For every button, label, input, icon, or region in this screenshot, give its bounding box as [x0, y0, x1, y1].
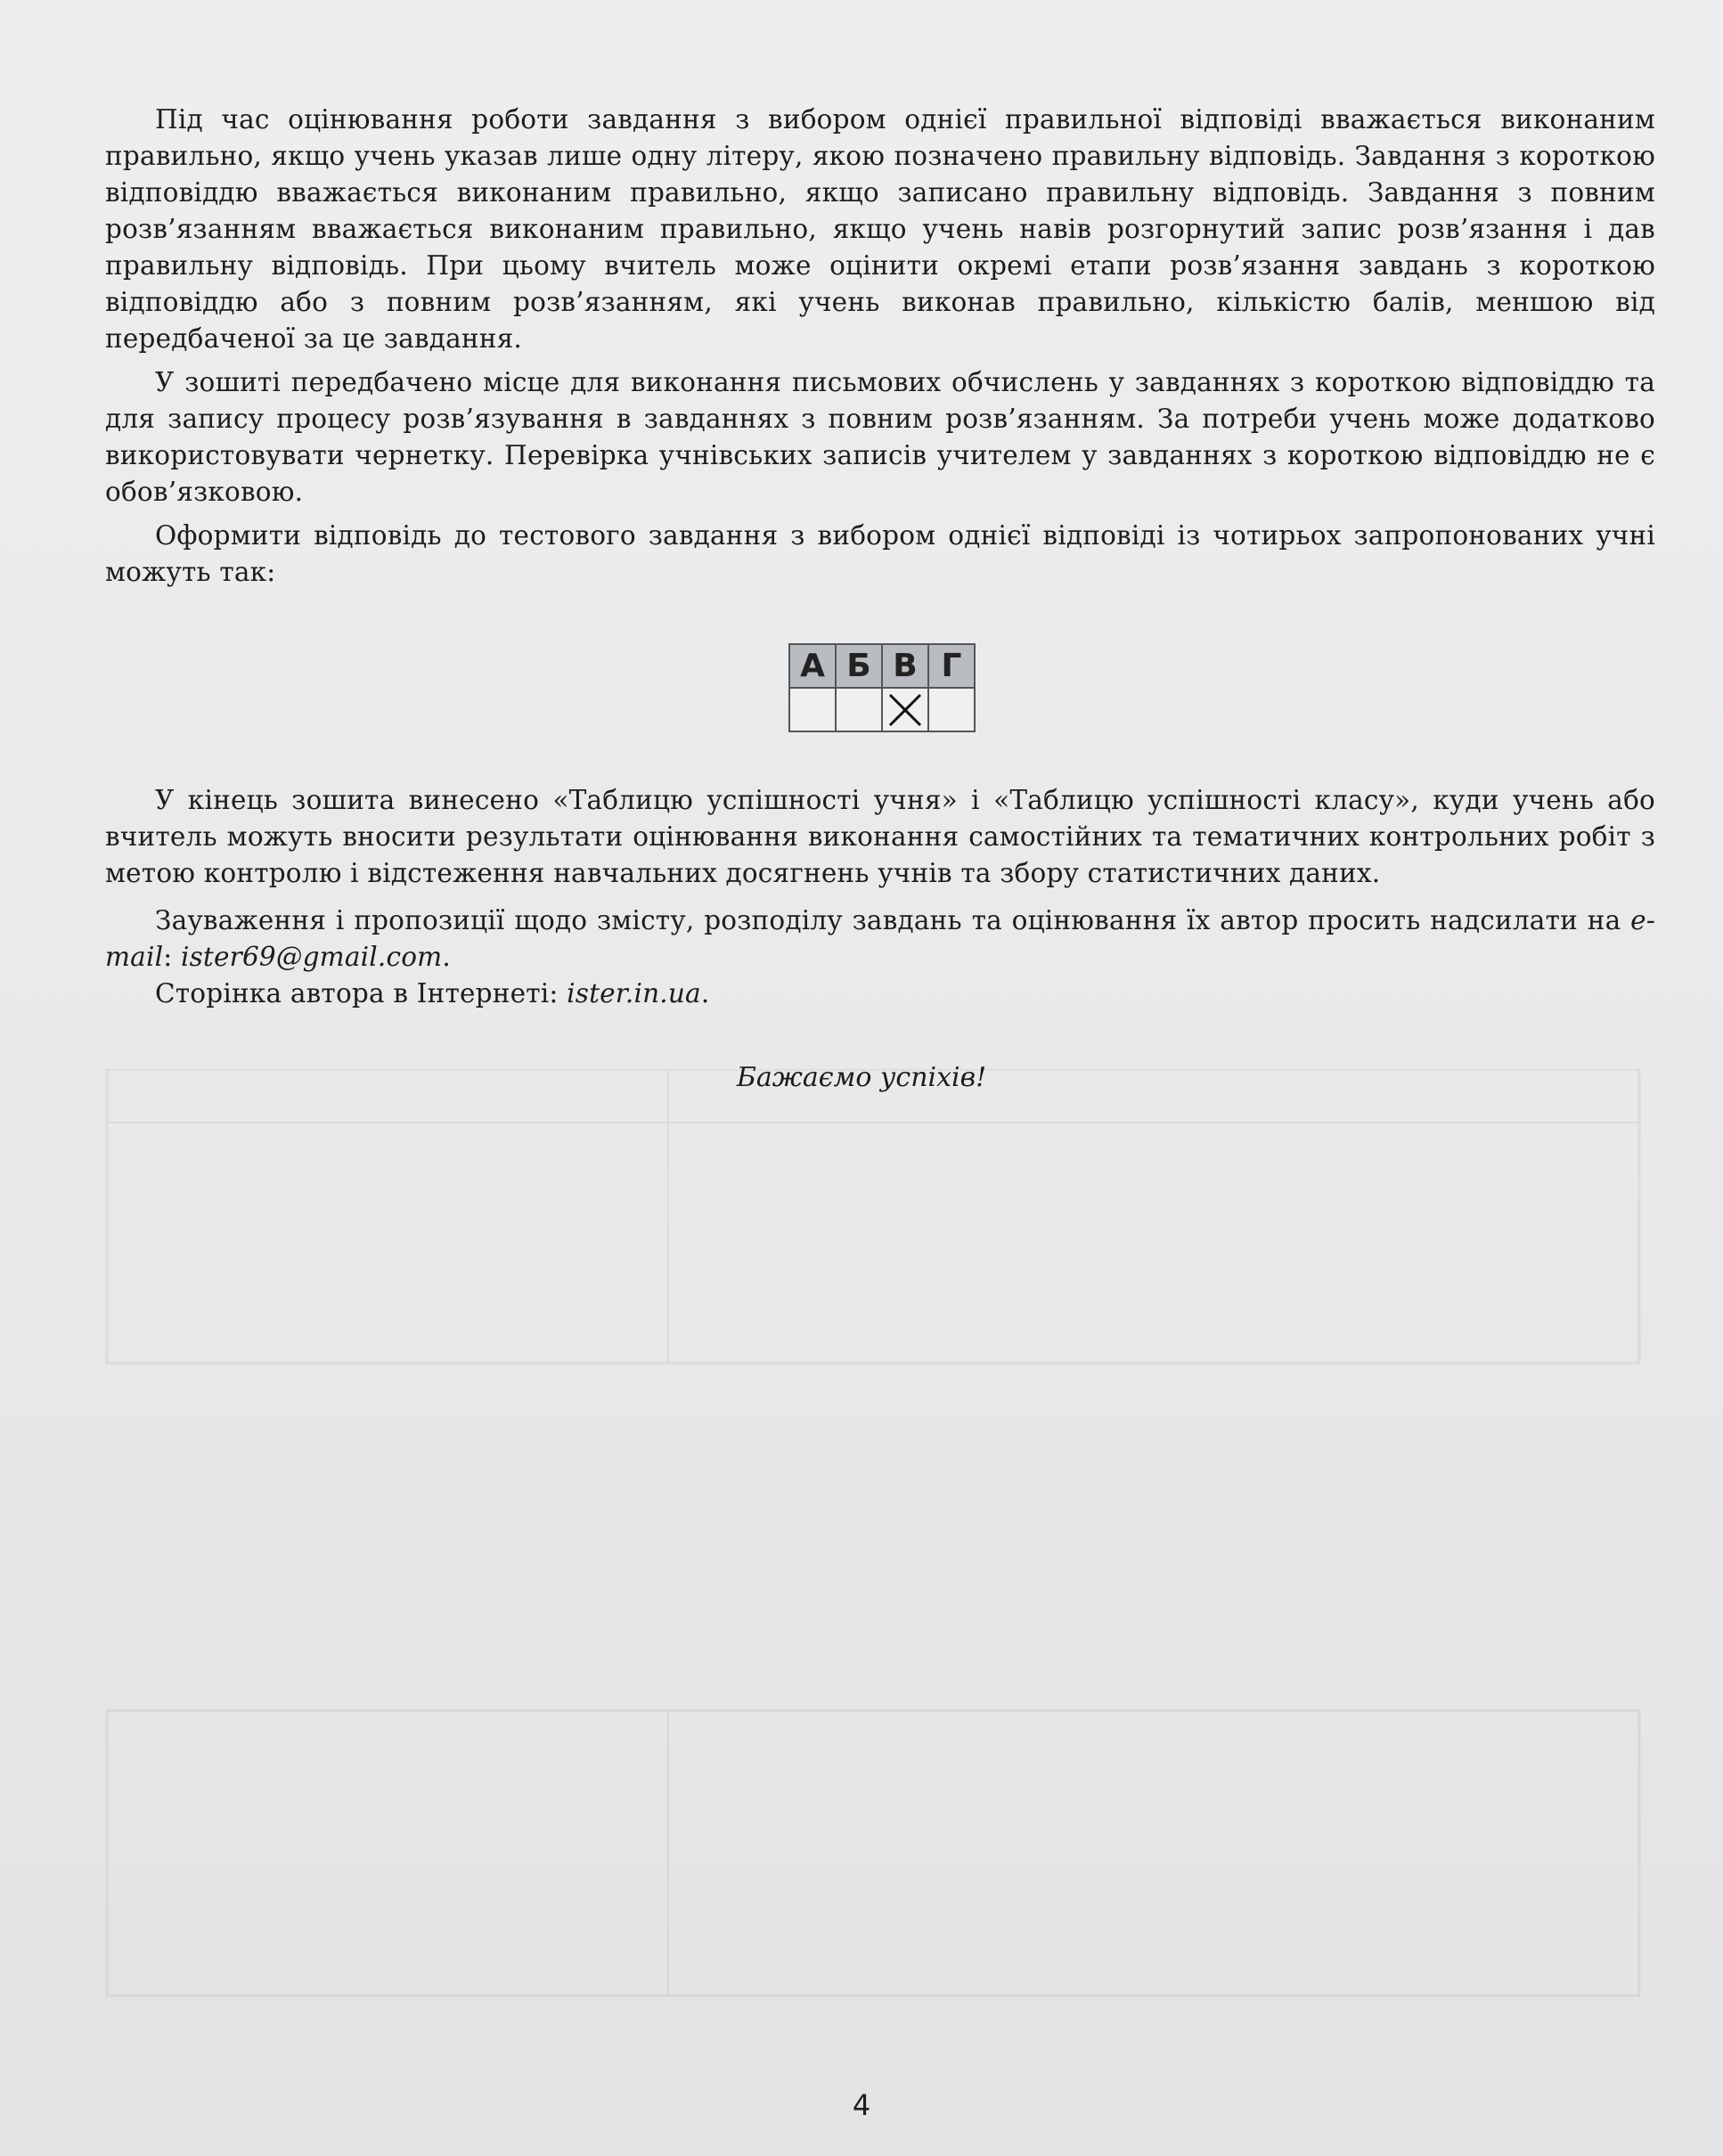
text-block-lower — [105, 782, 1655, 1012]
feedback-intro: Зауваження і пропозиції щодо змісту, розподілу завдань та оцінювання їх автор просить надсилати на — [155, 905, 1631, 935]
paragraph-progress-tables: У кінець зошита винесено «Таблицю успішності учня» і «Таблицю успішності класу», куди учень або вчитель можуть вносити результати оцінювання виконання самостійних та тематичних контрольних робіт з метою контролю і відстеження навчальних досягнень учнів та збору статистичних даних. — [105, 785, 1655, 888]
feedback-end: . — [442, 942, 451, 972]
cross-mark-icon — [887, 692, 923, 728]
bleed-through-shadow — [98, 1069, 1648, 2049]
answer-letter-v: В — [882, 644, 928, 688]
page-number: 4 — [852, 2088, 871, 2122]
answer-letter-a: А — [789, 644, 836, 688]
answer-sample-letters-row — [789, 644, 975, 688]
paragraph-answer-format: Оформити відповідь до тестового завдання з вибором однієї відповіді із чотирьох запропонованих учні можуть так: — [105, 520, 1655, 587]
paragraph-feedback — [105, 902, 1655, 976]
answer-letter-g: Г — [928, 644, 975, 688]
website-end: . — [700, 978, 710, 1009]
author-website-link[interactable]: ister.in.ua — [567, 978, 701, 1009]
paragraph-workspace: У зошиті передбачено місце для виконання письмових обчислень у завданнях з короткою відповіддю та для запису процесу розв’язування в завданнях з повним розв’язанням. За потреби учень може додатково використовувати чернетку. Перевірка учнівських записів учителем у завданнях з короткою відповіддю не є обов’язковою. — [105, 367, 1655, 507]
answer-letter-b: Б — [836, 644, 882, 688]
website-intro: Сторінка автора в Інтернеті: — [155, 978, 568, 1009]
author-email-link[interactable]: ister69@gmail.com — [180, 942, 443, 972]
answer-sample-table — [788, 643, 976, 732]
feedback-colon: : — [163, 942, 181, 972]
answer-box-g — [928, 688, 975, 731]
paragraph-grading: Під час оцінювання роботи завдання з вибором однієї правильної відповіді вважається виконаним правильно, якщо учень указав лише одну літеру, якою позначено правильну відповідь. Завдання з короткою відповіддю вважається виконаним правильно, якщо записано правильну відповідь. Завдання з повним розв’язанням вважається виконаним правильно, якщо учень навів розгорнутий запис розв’язання і дав правильну відповідь. При цьому вчитель може оцінити окремі етапи розв’язання завдань з короткою відповіддю або з повним розв’язанням, які учень виконав правильно, кількістю балів, меншою від передбаченої за це завдання. — [105, 104, 1655, 354]
answer-box-v — [882, 688, 928, 731]
closing-wish: Бажаємо успіхів! — [736, 1062, 987, 1093]
feedback-email-label: e-mail — [105, 905, 1655, 972]
text-block — [105, 102, 1655, 598]
answer-sample-marks-row — [789, 688, 975, 731]
paragraph-website — [105, 976, 1655, 1012]
answer-box-a — [789, 688, 836, 731]
answer-box-b — [836, 688, 882, 731]
